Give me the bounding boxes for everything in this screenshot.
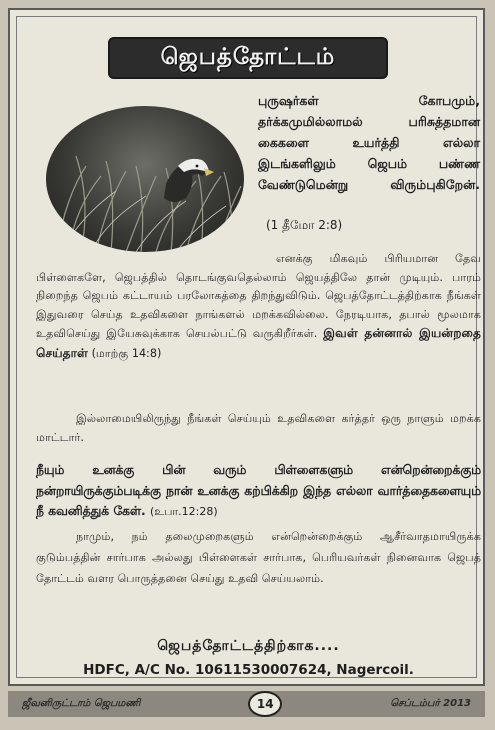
page-number: 14 [248,691,282,717]
donation-heading: ஜெபத்தோட்டத்திற்காக.... [157,638,340,654]
paragraph-3-text: நீயும் உனக்கு பின் வரும் பிள்ளைகளும் என்றென்றைக்கும் நன்றாயிருக்கும்படிக்கு நான் உனக்கு கற்பிக்கிற இந்த எல்லா வார்த்தைகளையும் நீ கவனித்துக் கேள். [36,463,481,518]
bank-details: HDFC, A/C No. 10611530007624, Nagercoil. [83,662,414,678]
paragraph-3 [36,460,481,523]
bottom-bar [8,691,485,717]
paragraph-1 [36,250,481,363]
paragraph-3-ref: (உபா.12:28) [149,505,218,518]
paragraph-4: நாமும், நம் தலைமுறைகளும் என்றென்றைக்கும் ஆசீர்வாதமாயிருக்க குடும்பத்தின் சார்பாக அல்லது பிள்ளைகள் சார்பாக, பெரியவர்கள் நினைவாக ஜெபத் தோட்டம் வளர பொருத்தனை செய்து உதவி செய்யலாம். [36,530,481,585]
paragraph-1-bold: இவள் தன்னால் இயன்றதை செய்தாள் [36,326,481,360]
page-title: ஜெபத்தோட்டம் [160,43,336,70]
verse-text: புருஷர்கள் கோபமும், தர்க்கமுமில்லாமல் பரிசுத்தமான கைகளை உயர்த்தி எல்லா இடங்களிலும் ஜெபம் பண்ண வேண்டுமென்று விரும்புகிறேன். [258,93,480,192]
paragraph-1-ref: (மாற்கு 14:8) [91,346,162,360]
verse-reference: (1 தீமோ 2:8) [266,218,343,232]
page [8,8,485,686]
issue-date: செப்டம்பர் 2013 [390,698,471,709]
eagle-photo [46,106,244,252]
title-banner [108,37,388,79]
paragraph-1-text: எனக்கு மிகவும் பிரியமான தேவ பிள்ளைகளே, ஜெபத்தில் தொடங்குவதெல்லாம் ஜெயத்திலே தான் முடியும். பாரம் நிறைந்த ஜெபம் கட்டாயம் பரலோகத்தை திறந்துவிடும். ஜெபத்தோட்டத்திற்காக நீங்கள் இதுவரை செய்த உதவிகளை நாங்களல் மறக்கவில்லை. நேரடியாக, தபால் மூலமாக உதவிசெய்து இயேசுவுக்காக செயல்பட்டு வருகிறீர்கள். [36,252,481,340]
eagle-icon [164,159,214,202]
magazine-name: ஜீவனிருட்டாம் ஜெபமணி [22,698,141,709]
eagle-grass-image [46,106,244,252]
paragraph-2: இல்லாமையிலிருந்து நீங்கள் செய்யும் உதவிகளை கர்த்தர் ஒரு நாளும் மறக்க மாட்டார். [36,412,481,444]
